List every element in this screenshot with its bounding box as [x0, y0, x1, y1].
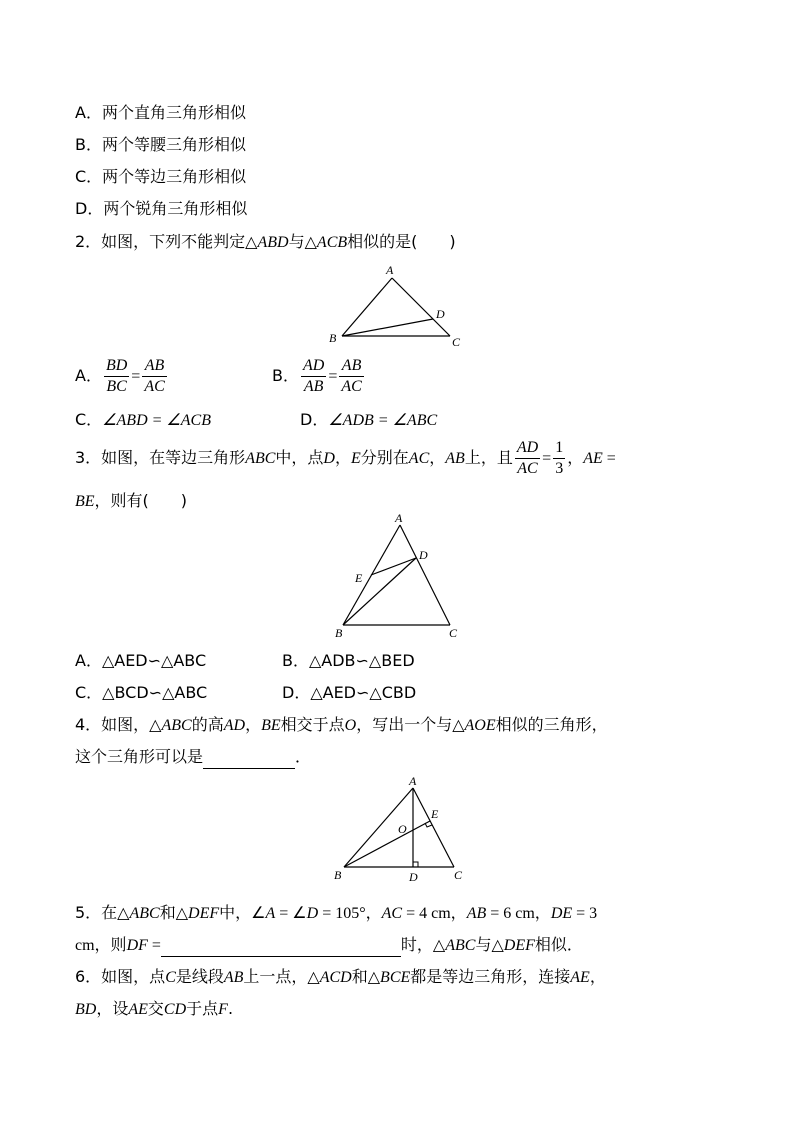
- q1-option-c: C．两个等边三角形相似: [75, 167, 247, 186]
- q2-label-c: C: [452, 335, 461, 349]
- q3-label-b: B: [335, 626, 343, 640]
- q3-figure: [330, 512, 470, 642]
- q4-label-c: C: [454, 868, 463, 882]
- q3-label-e: E: [355, 571, 363, 585]
- q3-option-b: B．△ADB∽△BED: [282, 651, 415, 670]
- q2-option-c: C．∠ABD = ∠ACB: [75, 410, 211, 429]
- q3-option-d: D．△AED∽△CBD: [282, 683, 417, 702]
- q6-stem-line1: 6．如图，点C是线段AB上一点，△ACD和△BCE都是等边三角形，连接AE，: [75, 967, 606, 986]
- q3-option-c: C．△BCD∽△ABC: [75, 683, 208, 702]
- q3-option-a: A．△AED∽△ABC: [75, 651, 207, 670]
- q2-label-a: A: [386, 263, 394, 277]
- q4-label-d: D: [409, 870, 418, 884]
- q4-figure: [330, 775, 470, 890]
- q4-label-o: O: [398, 822, 407, 836]
- q3-label-d: D: [419, 548, 428, 562]
- q4-label-e: E: [431, 807, 439, 821]
- q5-stem-line1: 5．在△ABC和△DEF中，∠A = ∠D = 105°，AC = 4 cm，AB = 6 cm，DE = 3: [75, 903, 598, 922]
- q2-figure: [320, 262, 470, 350]
- q1-option-d: D．两个锐角三角形相似: [75, 199, 248, 218]
- q3-label-c: C: [449, 626, 458, 640]
- q6-stem-line2: BD，设AE交CD于点F.: [75, 999, 234, 1018]
- q4-label-b: B: [334, 868, 342, 882]
- q3-stem-line2: BE，则有( ): [75, 491, 188, 510]
- q4-stem-line1: 4．如图，△ABC的高AD，BE相交于点O，写出一个与△AOE相似的三角形，: [75, 715, 608, 734]
- q3-label-a: A: [395, 511, 403, 525]
- q2-label-d: D: [436, 307, 445, 321]
- q5-stem-line2: cm，则DF = 时，△ABC与△DEF相似．: [75, 934, 583, 957]
- q2-label-b: B: [329, 331, 337, 345]
- q2-option-a: A． $\frac{BD}{BC}$ = $\frac{AB}{AC}$: [75, 357, 165, 395]
- q4-label-a: A: [409, 774, 417, 788]
- q3-stem-line1: 3．如图，在等边三角形ABC中，点D，E分别在AC，AB上，且 $\frac{AD}{AC}$ = $\frac{1}{3}$ ，AE =: [75, 439, 616, 477]
- q5-answer-blank[interactable]: [161, 934, 401, 957]
- q1-option-b: B．两个等腰三角形相似: [75, 135, 246, 154]
- q2-option-b: B． $\frac{AD}{AB}$ = $\frac{AB}{AC}$: [272, 357, 362, 395]
- q2-stem: 2．如图，下列不能判定△ABD与△ACB相似的是( ): [75, 232, 456, 251]
- q1-option-a: A．两个直角三角形相似: [75, 103, 246, 122]
- q4-answer-blank[interactable]: [203, 746, 295, 769]
- q4-stem-line2: 这个三角形可以是 ．: [75, 746, 311, 769]
- q2-option-d: D．∠ADB = ∠ABC: [300, 410, 438, 429]
